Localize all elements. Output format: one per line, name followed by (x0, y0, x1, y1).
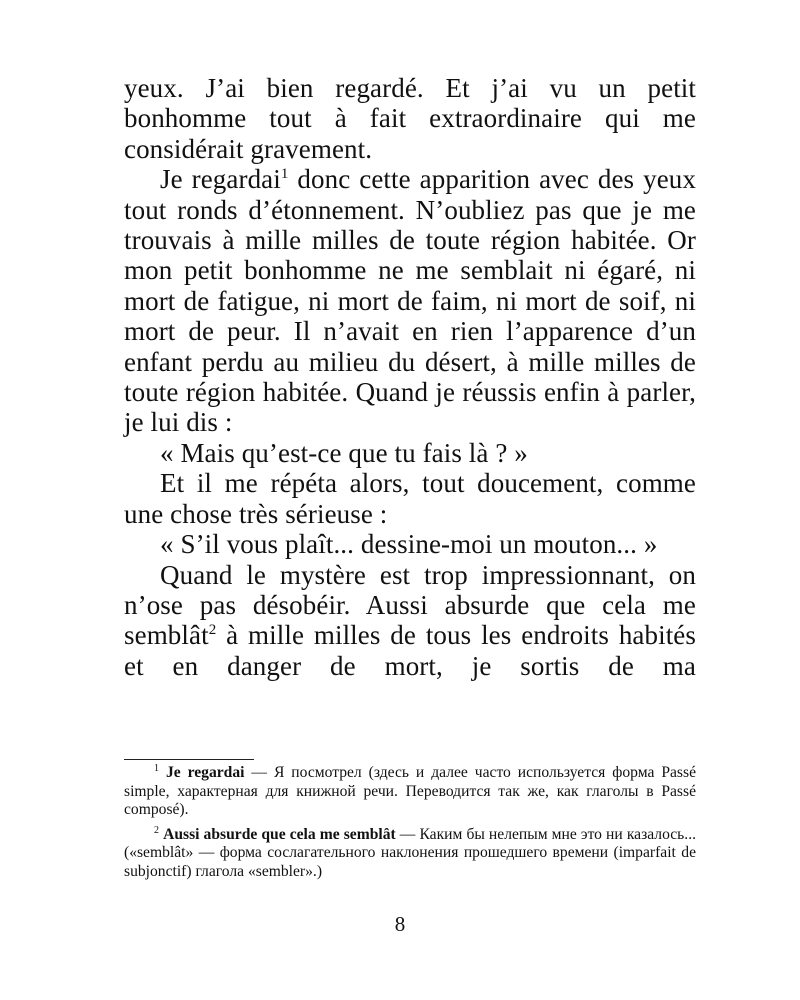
paragraph-1: yeux. J’ai bien regardé. Et j’ai vu un petit bonhomme tout à fait extraordinaire qui me considérait gravement. (124, 73, 696, 164)
footnote-ref-1: 1 (280, 166, 289, 183)
paragraph-2-rest: donc cette apparition avec des yeux tout ronds d’étonnement. N’oubliez pas que je me trouvais à mille milles de toute région habitée. Or mon petit bonhomme ne me semblait ni égaré, ni mort de fatigue, ni mort de faim, ni mort de soif, ni mort de peur. Il n’avait en rien l’apparence d’un enfant perdu au milieu du désert, à mille milles de toute région habitée. Quand je réussis enfin à parler, je lui dis : (124, 164, 696, 438)
footnote-2-marker: 2 (154, 824, 159, 836)
footnote-2-term: Aussi absurde que cela me semblât (163, 825, 396, 843)
paragraph-6-rest: à mille milles de tous les endroits habités et en danger de mort, je sortis de ma (124, 620, 696, 681)
page-number: 8 (394, 912, 406, 936)
footnote-1-marker: 1 (154, 763, 159, 774)
footnote-ref-2: 2 (208, 622, 217, 639)
main-text (124, 73, 696, 681)
footnote-2-text: — Каким бы нелепым мне это ни казалось... («semblât» — форма сослагательного наклонения прошедшего времени (imparfait de subjonctif) глагола «sembler».) (124, 825, 696, 880)
footnote-1-text: — Я посмотрел (здесь и далее часто используется форма Passé simple, характерная для книжной речи. Переводится так же, как глаголы в Passé composé). (124, 764, 696, 819)
footnotes (124, 764, 696, 882)
paragraph-6 (124, 560, 696, 682)
paragraph-4: Et il me répéta alors, tout doucement, comme une chose très sérieuse : (124, 468, 696, 529)
paragraph-6-start: Quand le mystère est trop impressionnant, on n’ose pas désobéir. Aussi absurde que cela me semblât (124, 559, 696, 651)
paragraph-5: « S’il vous plaît... dessine-moi un mouton... » (160, 529, 658, 560)
footnote-divider (124, 759, 254, 760)
footnote-2 (124, 826, 696, 882)
paragraph-3: « Mais qu’est-ce que tu fais là ? » (160, 437, 528, 468)
paragraph-2 (124, 164, 696, 438)
paragraph-2-start: Je regardai (160, 164, 281, 195)
footnote-1 (124, 764, 696, 820)
footnote-1-term: Je regardai (165, 764, 245, 781)
